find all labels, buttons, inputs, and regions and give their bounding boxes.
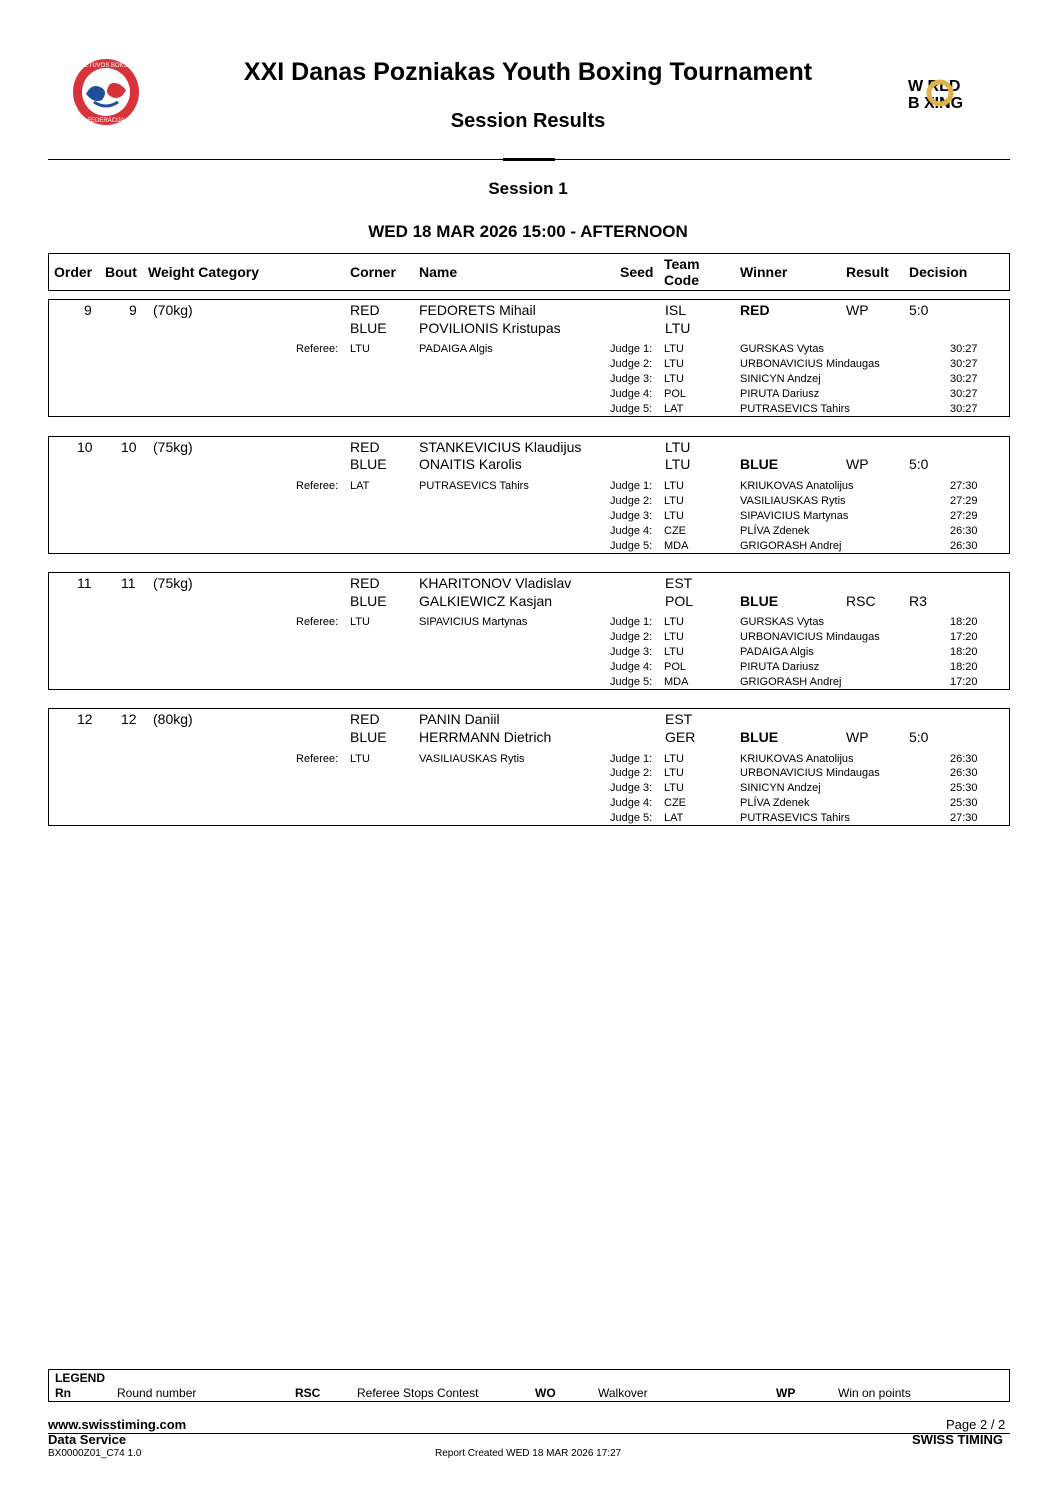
judge-name: PLÍVA Zdenek xyxy=(740,525,810,537)
col-order: Order xyxy=(54,264,93,280)
judge-country: POL xyxy=(664,661,687,673)
col-weight: Weight Category xyxy=(148,264,259,280)
logo-line2: B XING xyxy=(908,95,964,110)
judge-country: LTU xyxy=(664,480,684,492)
judge-score: 17:20 xyxy=(950,676,978,688)
weight-category: (80kg) xyxy=(153,711,193,727)
judge-label: Judge 4: xyxy=(610,388,653,400)
bout-block xyxy=(48,299,1010,417)
col-bout: Bout xyxy=(105,264,137,280)
col-seed: Seed xyxy=(620,264,654,280)
col-corner: Corner xyxy=(350,264,396,280)
bout-block xyxy=(48,572,1010,690)
col-decision: Decision xyxy=(909,264,968,280)
judge-score: 27:30 xyxy=(950,480,978,492)
session-name: Session 1 xyxy=(488,179,568,198)
judge-score: 18:20 xyxy=(950,661,978,673)
website-link[interactable]: www.swisstiming.com xyxy=(48,1417,187,1432)
weight-category: (75kg) xyxy=(153,439,193,455)
judge-country: CZE xyxy=(664,797,686,809)
blue-team-code: LTU xyxy=(665,320,691,336)
decision: 5:0 xyxy=(909,456,929,472)
judge-score: 30:27 xyxy=(950,403,978,415)
judge-country: LTU xyxy=(664,646,684,658)
red-corner-label: RED xyxy=(350,302,380,318)
judge-name: GURSKAS Vytas xyxy=(740,343,824,355)
red-corner-label: RED xyxy=(350,439,380,455)
col-team-line2: Code xyxy=(664,272,699,288)
report-code: BX0000Z01_C74 1.0 xyxy=(48,1448,142,1459)
bout-number: 11 xyxy=(121,575,136,591)
red-corner-label: RED xyxy=(350,711,380,727)
blue-team-code: POL xyxy=(665,593,694,609)
judge-score: 26:30 xyxy=(950,767,978,779)
red-boxer-name: PANIN Daniil xyxy=(419,711,500,727)
judge-label: Judge 1: xyxy=(610,616,653,628)
blue-corner-label: BLUE xyxy=(350,729,387,745)
judge-score: 17:20 xyxy=(950,631,978,643)
referee-label: Referee: xyxy=(296,343,339,355)
judge-country: LTU xyxy=(664,510,684,522)
blue-corner-label: BLUE xyxy=(350,593,387,609)
red-boxer-name: FEDORETS Mihail xyxy=(419,302,536,318)
judge-score: 26:30 xyxy=(950,753,978,765)
col-team-line1: Team xyxy=(664,256,700,272)
judge-label: Judge 3: xyxy=(610,646,653,658)
judge-score: 27:29 xyxy=(950,510,978,522)
judge-label: Judge 2: xyxy=(610,631,653,643)
blue-team-code: GER xyxy=(665,729,696,745)
blue-corner-label: BLUE xyxy=(350,456,387,472)
judge-score: 18:20 xyxy=(950,646,978,658)
judge-name: URBONAVICIUS Mindaugas xyxy=(740,631,880,643)
judge-name: GURSKAS Vytas xyxy=(740,616,824,628)
judge-label: Judge 1: xyxy=(610,343,653,355)
referee-label: Referee: xyxy=(296,480,339,492)
referee-country: LTU xyxy=(350,753,370,765)
legend xyxy=(48,1369,1010,1402)
legend-code: Rn xyxy=(55,1386,71,1400)
legend-code: WP xyxy=(776,1386,796,1400)
legend-desc: Walkover xyxy=(598,1386,648,1400)
bout-order: 10 xyxy=(77,439,93,455)
judge-name: URBONAVICIUS Mindaugas xyxy=(740,767,880,779)
judge-country: LTU xyxy=(664,343,684,355)
judge-score: 27:30 xyxy=(950,812,978,824)
winner: BLUE xyxy=(740,456,779,472)
judge-score: 18:20 xyxy=(950,616,978,628)
col-winner: Winner xyxy=(740,264,788,280)
session-datetime: WED 18 MAR 2026 15:00 - AFTERNOON xyxy=(368,222,688,241)
red-team-code: EST xyxy=(665,575,693,591)
judge-score: 26:30 xyxy=(950,525,978,537)
judge-country: LTU xyxy=(664,358,684,370)
legend-title: LEGEND xyxy=(55,1371,106,1385)
judge-name: GRIGORASH Andrej xyxy=(740,540,842,552)
page-title: XXI Danas Pozniakas Youth Boxing Tournament xyxy=(243,58,813,86)
red-boxer-name: KHARITONOV Vladislav xyxy=(419,575,572,591)
report-created: Report Created WED 18 MAR 2026 17:27 xyxy=(435,1448,622,1459)
data-service: Data Service xyxy=(48,1432,127,1447)
judge-country: LAT xyxy=(664,812,684,824)
judge-score: 25:30 xyxy=(950,782,978,794)
brand-name: SWISS TIMING xyxy=(912,1432,1003,1447)
judge-label: Judge 5: xyxy=(610,403,653,415)
judge-label: Judge 5: xyxy=(610,676,653,688)
judge-country: MDA xyxy=(664,676,689,688)
bout-block xyxy=(48,708,1010,826)
judge-name: GRIGORASH Andrej xyxy=(740,676,842,688)
winner: RED xyxy=(740,302,770,318)
judge-label: Judge 4: xyxy=(610,797,653,809)
judge-score: 30:27 xyxy=(950,373,978,385)
weight-category: (75kg) xyxy=(153,575,193,591)
blue-boxer-name: GALKIEWICZ Kasjan xyxy=(419,593,553,609)
logo-text-bottom: FEDERACIJA xyxy=(87,118,125,124)
judge-country: LTU xyxy=(664,782,684,794)
judge-label: Judge 1: xyxy=(610,753,653,765)
bout-number: 10 xyxy=(121,439,137,455)
weight-category: (70kg) xyxy=(153,302,193,318)
blue-boxer-name: POVILIONIS Kristupas xyxy=(419,320,561,336)
judge-name: PUTRASEVICS Tahirs xyxy=(740,812,850,824)
judge-name: KRIUKOVAS Anatolijus xyxy=(740,753,854,765)
result: WP xyxy=(846,729,869,745)
referee-name: PUTRASEVICS Tahirs xyxy=(419,480,529,492)
blue-team-code: LTU xyxy=(665,456,691,472)
bout-order: 11 xyxy=(77,575,92,591)
world-boxing-logo xyxy=(906,76,1010,110)
header-divider-notch xyxy=(503,158,555,161)
judge-label: Judge 3: xyxy=(610,373,653,385)
judge-score: 26:30 xyxy=(950,540,978,552)
judge-country: LTU xyxy=(664,753,684,765)
judge-name: PIRUTA Dariusz xyxy=(740,388,820,400)
bout-order: 12 xyxy=(77,711,93,727)
red-boxer-name: STANKEVICIUS Klaudijus xyxy=(419,439,582,455)
judge-label: Judge 3: xyxy=(610,782,653,794)
col-team-code xyxy=(664,256,700,288)
judge-label: Judge 5: xyxy=(610,812,653,824)
table-header xyxy=(48,253,1010,291)
judge-score: 30:27 xyxy=(950,343,978,355)
legend-code: RSC xyxy=(295,1386,321,1400)
judge-name: URBONAVICIUS Mindaugas xyxy=(740,358,880,370)
blue-boxer-name: HERRMANN Dietrich xyxy=(419,729,552,745)
bout-block xyxy=(48,436,1010,554)
winner: BLUE xyxy=(740,593,779,609)
judge-country: LTU xyxy=(664,373,684,385)
referee-label: Referee: xyxy=(296,753,339,765)
winner: BLUE xyxy=(740,729,779,745)
result: WP xyxy=(846,456,869,472)
referee-name: PADAIGA Algis xyxy=(419,343,493,355)
judge-name: KRIUKOVAS Anatolijus xyxy=(740,480,854,492)
blue-boxer-name: ONAITIS Karolis xyxy=(419,456,522,472)
result: RSC xyxy=(846,593,876,609)
judge-score: 30:27 xyxy=(950,358,978,370)
judge-name: SINICYN Andzej xyxy=(740,782,821,794)
judge-name: PIRUTA Dariusz xyxy=(740,661,820,673)
judge-name: SIPAVICIUS Martynas xyxy=(740,510,849,522)
col-result: Result xyxy=(846,264,889,280)
red-team-code: EST xyxy=(665,711,693,727)
judge-country: MDA xyxy=(664,540,689,552)
decision: R3 xyxy=(909,593,927,609)
logo-text-top: LIETUVOS BOKSO xyxy=(79,63,133,69)
legend-desc: Referee Stops Contest xyxy=(357,1386,479,1400)
judge-name: PUTRASEVICS Tahirs xyxy=(740,403,850,415)
decision: 5:0 xyxy=(909,302,929,318)
logo-line1: W RLD xyxy=(908,78,961,95)
judge-country: LTU xyxy=(664,495,684,507)
judge-name: PLÍVA Zdenek xyxy=(740,797,810,809)
judge-name: SINICYN Andzej xyxy=(740,373,821,385)
bout-number: 12 xyxy=(121,711,137,727)
judge-label: Judge 2: xyxy=(610,767,653,779)
page-number: Page 2 / 2 xyxy=(946,1417,1006,1432)
judge-country: LAT xyxy=(664,403,684,415)
judge-label: Judge 4: xyxy=(610,661,653,673)
judge-label: Judge 2: xyxy=(610,358,653,370)
referee-country: LTU xyxy=(350,343,370,355)
judge-score: 30:27 xyxy=(950,388,978,400)
judge-label: Judge 1: xyxy=(610,480,653,492)
red-team-code: LTU xyxy=(665,439,691,455)
legend-desc: Win on points xyxy=(838,1386,911,1400)
legend-code: WO xyxy=(535,1386,556,1400)
blue-corner-label: BLUE xyxy=(350,320,387,336)
red-team-code: ISL xyxy=(665,302,687,318)
decision: 5:0 xyxy=(909,729,929,745)
page-subtitle: Session Results xyxy=(450,110,606,132)
referee-name: SIPAVICIUS Martynas xyxy=(419,616,528,628)
referee-country: LAT xyxy=(350,480,370,492)
footer-divider xyxy=(48,1433,1010,1434)
judge-label: Judge 2: xyxy=(610,495,653,507)
judge-name: VASILIAUSKAS Rytis xyxy=(740,495,846,507)
bout-number: 9 xyxy=(129,302,137,318)
referee-name: VASILIAUSKAS Rytis xyxy=(419,753,525,765)
red-corner-label: RED xyxy=(350,575,380,591)
judge-label: Judge 4: xyxy=(610,525,653,537)
judge-country: LTU xyxy=(664,631,684,643)
judge-label: Judge 5: xyxy=(610,540,653,552)
judge-score: 27:29 xyxy=(950,495,978,507)
judge-score: 25:30 xyxy=(950,797,978,809)
legend-desc: Round number xyxy=(117,1386,197,1400)
judge-country: CZE xyxy=(664,525,686,537)
judge-country: POL xyxy=(664,388,687,400)
referee-label: Referee: xyxy=(296,616,339,628)
judge-country: LTU xyxy=(664,616,684,628)
bout-order: 9 xyxy=(84,302,92,318)
judge-country: LTU xyxy=(664,767,684,779)
referee-country: LTU xyxy=(350,616,370,628)
judge-label: Judge 3: xyxy=(610,510,653,522)
col-name: Name xyxy=(419,264,458,280)
result: WP xyxy=(846,302,869,318)
judge-name: PADAIGA Algis xyxy=(740,646,814,658)
